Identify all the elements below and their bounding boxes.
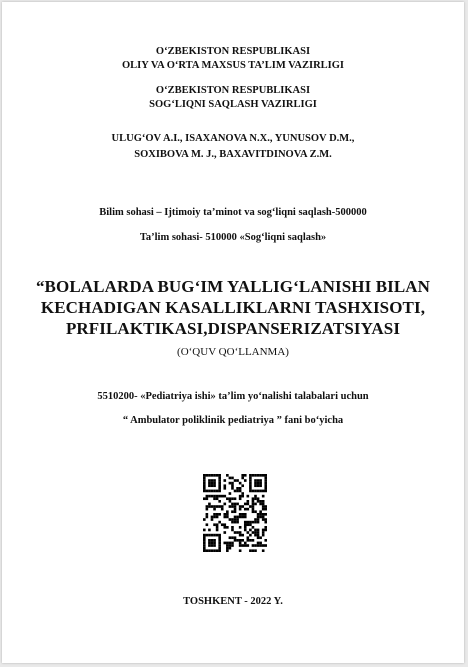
- title-line2: KECHADIGAN KASALLIKLARNI TASHXISOTI,: [40, 298, 426, 317]
- title-line3: PRFILAKTIKASI,DISPANSERIZATSIYASI: [65, 319, 401, 338]
- qr-code-icon: [203, 474, 267, 552]
- city-year: TOSHKENT - 2022 Y.: [183, 596, 283, 607]
- title-line1: “BOLALARDA BUG‘IM YALLIG‘LANISHI BILAN: [35, 277, 431, 296]
- authors-line2: SOXIBOVA M. J., BAXAVITDINOVA Z.M.: [134, 149, 332, 160]
- document-page: [2, 2, 464, 663]
- title-subtitle: (O‘QUV QO‘LLANMA): [177, 346, 289, 358]
- ministry1-line2: OLIY VA O‘RTA MAXSUS TA’LIM VAZIRLIGI: [121, 60, 345, 71]
- ministry2-line1: O‘ZBEKISTON RESPUBLIKASI: [155, 85, 311, 96]
- knowledge-area: Bilim sohasi – Ijtimoiy ta’minot va sog‘liqni saqlash-500000: [99, 207, 367, 218]
- authors-line1: ULUG‘OV A.I., ISAXANOVA N.X., YUNUSOV D.M.,: [111, 133, 355, 144]
- audience-line1: 5510200- «Pediatriya ishi» ta’lim yo‘nalishi talabalari uchun: [97, 391, 369, 402]
- audience-line2: “ Ambulator poliklinik pediatriya ” fani bo‘yicha: [122, 415, 344, 426]
- ministry2-line2: SOG‘LIQNI SAQLASH VAZIRLIGI: [149, 99, 317, 110]
- education-area: Ta’lim sohasi- 510000 «Sog‘liqni saqlash»: [139, 232, 327, 243]
- ministry1-line1: O‘ZBEKISTON RESPUBLIKASI: [155, 46, 311, 57]
